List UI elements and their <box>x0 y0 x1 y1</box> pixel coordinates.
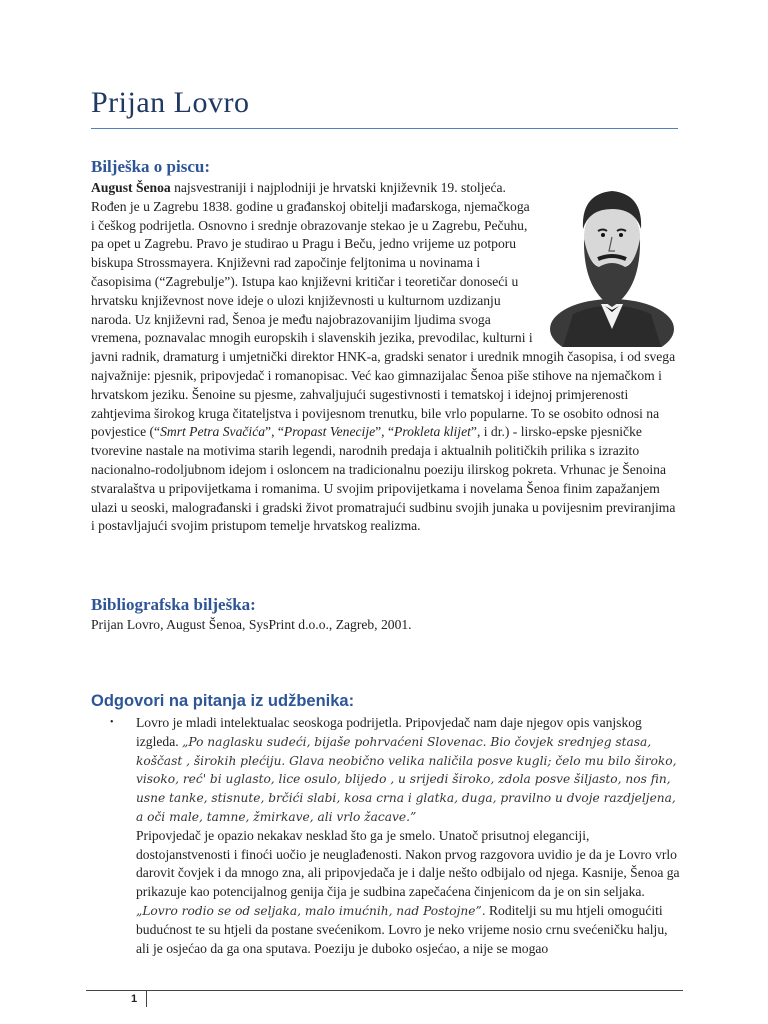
page-number: 1 <box>131 993 138 1005</box>
list-item <box>110 714 682 958</box>
answer-text-part-2: Pripovjedač je opazio nekakav nesklad što ga je smelo. Unatoč prisutnoj eleganciji, dostojanstvenosti i finoći uočio je neuglađenosti. Nakon prvog razgovora uvidio je da je Lovro vrlo darovit čovjek i da mnogo zna, ali pripovjedača je i dalje nešto odbijalo od njega. Kasnije, Šenoa ga prikazuje kao potencijalnog genija čija je sudbina zapečaćena činjenicom da je on sin seljaka. <box>136 827 680 900</box>
author-name: August Šenoa <box>91 180 171 195</box>
poem-title-3: Prokleta klijet <box>394 424 471 440</box>
title-separator-1: ”, “ <box>265 424 284 440</box>
answers-heading: Odgovori na pitanja iz udžbenika: <box>91 692 355 710</box>
bio-text-part-2: ”, i dr.) - lirsko-epske pjesničke tvorevine nastale na motivima starih legendi, narodnih predaja i aktualnih političkih prilika s izrazito nacionalno-rodoljubnom idejom i osloncem na tradicionalnu poeziju ilirskog pokreta. Vrhunac je Šenoina stvaralaštva u pripovijetkama i romanima. U svojim pripovijetkama i novelama Šenoa finim zapažanjem ulazi u seoski, malograđanski i gradski život promatrajući sudbinu svojih junaka u povijesnim previranjima i postavljajući svojim pristupom temelje hrvatskog realizma. <box>91 424 676 534</box>
bibliography-heading: Bibliografska bilješka: <box>91 595 256 614</box>
author-portrait-image <box>543 179 681 347</box>
answer-text-part-3: Roditelji su mu htjeli omogućiti budućnost te su htjeli da postane svećenikom. Lovro je neko vrijeme nosio crnu svećeničku halju, ali je osjećao da ga ona sputava. Poeziju je duboko osjećao, a nije se mogao <box>136 902 668 956</box>
poem-title-2: Propast Venecije <box>283 424 376 440</box>
origin-quote: „Lovro rodio se od seljaka, malo imućnih, nad Postojne”. <box>136 903 486 918</box>
bibliography-text: Prijan Lovro, August Šenoa, SysPrint d.o.o., Zagreb, 2001. <box>91 617 412 632</box>
description-quote: „Po naglasku sudeći, bijaše pohrvaćeni Slovenac. Bio čovjek srednjeg stasa, koščast , širokih plećiju. Glava neobično velika naličila posve kugli; čelo mu bilo široko, visoko, reć' bi uglasto, lice osulo, blijedo , u srijedi široko, zdola posve šiljasto, nos fin, usne tanke, stisnute, brčići slabi, kosa crna i glatka, duga, pravilno u dvoje razdjeljena, a oči male, tamne, žmirkave, ali vrlo žacave.” <box>136 734 677 824</box>
document-title: Prijan Lovro <box>91 86 250 119</box>
footer-divider <box>86 990 683 991</box>
bio-heading: Bilješka o piscu: <box>91 157 211 176</box>
bio-text-part-1: najsvestraniji i najplodniji je hrvatski književnik 19. stoljeća. Rođen je u Zagrebu 1838. godine u građanskoj obitelji mađarskoga, njemačkoga i češkog podrijetla. Osnovno i srednje obrazovanje stekao je u Zagrebu, Pečuhu, pa opet u Zagrebu. Pravo je studirao u Pragu i Beču, jedno vrijeme uz potporu biskupa Strossmayera. Književni rad započinje feljtonima u novinama i časopisima (“Zagrebulje”). Istupa kao književni kritičar i teoretičar donoseći u hrvatsku književnost nove ideje o ulozi književnosti u kulturnom uzdizanju naroda. Uz književni rad, Šenoa je među najobrazovanijim ljudima svoga vremena, poznavalac mnogih europskih i slavenskih jezika, prevodilac, kulturni i javni radnik, dramaturg i umjetnički direktor HNK-a, gradski senator i urednik mnogih časopisa, i od svega najvažnije: pjesnik, pripovjedač i romanopisac. Već kao gimnazijalac Šenoa piše stihove na njemačkom i hrvatskom jeziku. Šenoine su pjesme, zahvaljujući sugestivnosti i tematskoj i idejnoj primjerenosti zahtjevima širokog kruga čitateljstva i povijesnom trenutku, bile vrlo popularne. To se osobito odnosi na povjestice (“ <box>91 180 676 440</box>
poem-title-1: Smrt Petra Svačića <box>160 424 266 440</box>
bullet-icon: • <box>110 717 114 728</box>
page-number-separator <box>146 990 147 1007</box>
answer-text-part-1: Lovro je mladi intelektualac seoskoga podrijetla. Pripovjedač nam daje njegov opis vanjskog izgleda. <box>136 715 642 749</box>
answers-list <box>110 714 682 958</box>
title-separator-2: ”, “ <box>375 424 395 440</box>
title-underline <box>91 128 678 129</box>
bio-paragraph <box>91 179 681 536</box>
